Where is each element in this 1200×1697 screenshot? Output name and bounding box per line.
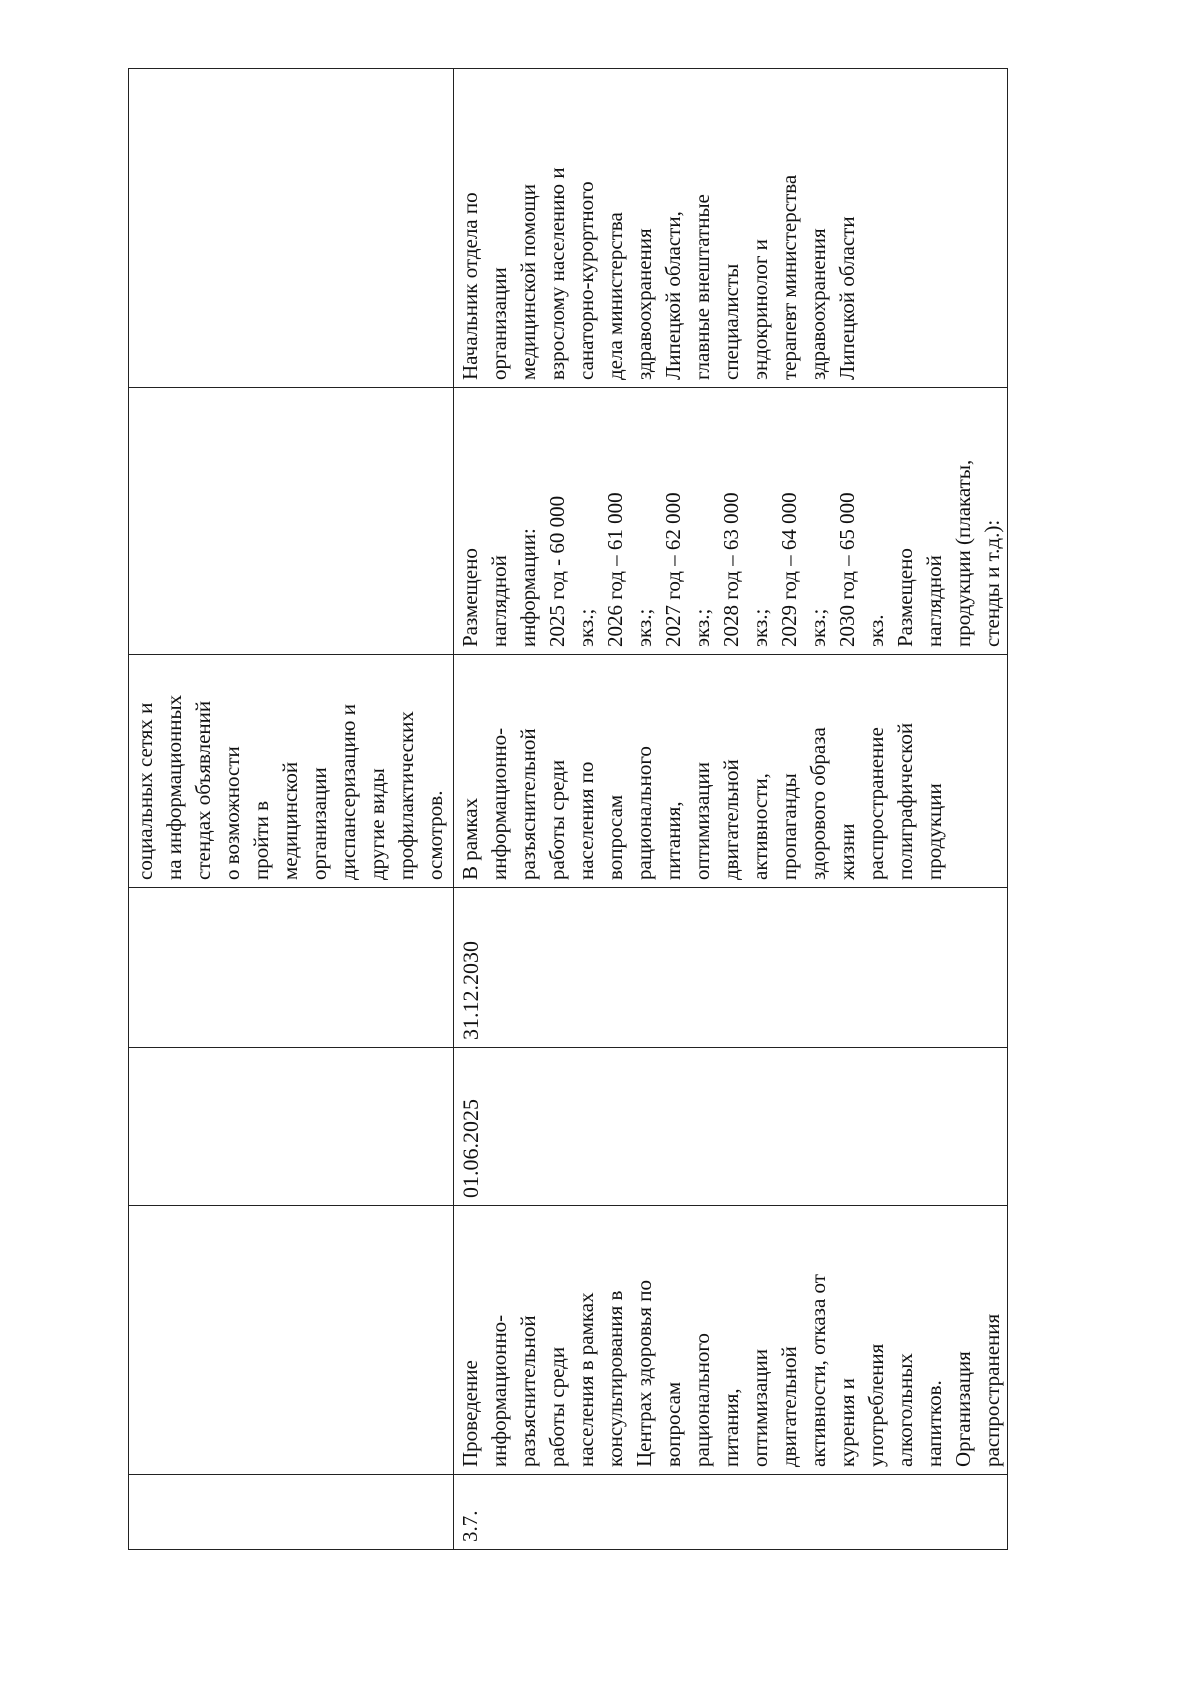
cell-end-empty [129,888,454,1048]
cell-result: Размещено наглядной информации: 2025 год - 60 000 экз.; 2026 год – 61 000 экз.; 2027 год – 62 000 экз.; 2028 год – 63 000 экз.; 2029 год – 64 000 экз.; 2030 год – 65 000 экз. Размещено наглядной продукции (плакаты, стенды и т.д.): [454,388,1008,655]
rotated-table-page [128,167,1004,1550]
cell-start-date: 01.06.2025 [454,1048,1008,1206]
cell-responsible: Начальник отдела по организации медицинской помощи взрослому населению и санаторно-курортного дела министерства здравоохранения Липецкой области, главные внештатные специалисты эндокринолог и терапевт министерства здравоохранения Липецкой области [454,69,1008,388]
table-row [454,69,1008,1550]
table-row [129,69,454,1550]
cell-end-date: 31.12.2030 [454,888,1008,1048]
cell-description: В рамках информационно- разъяснительной работы среди населения по вопросам рационального питания, оптимизации двигательной активности, пропаганды здорового образа жизни распространение полиграфической продукции [454,655,1008,888]
cell-name-empty [129,1206,454,1475]
cell-responsible-empty [129,69,454,388]
cell-start-empty [129,1048,454,1206]
cell-description-continued: социальных сетях и на информационных стендах объявлений о возможности пройти в медицинской организации диспансеризацию и другие виды профилактических осмотров. [129,655,454,888]
cell-number: 3.7. [454,1475,1008,1550]
measures-table [128,68,1008,1550]
cell-measure-name: Проведение информационно- разъяснительной работы среди населения в рамках консультирования в Центрах здоровья по вопросам рационального питания, оптимизации двигательной активности, отказа от курения и употребления алкогольных напитков. Организация распространения [454,1206,1008,1475]
cell-result-empty [129,388,454,655]
cell-number-empty [129,1475,454,1550]
